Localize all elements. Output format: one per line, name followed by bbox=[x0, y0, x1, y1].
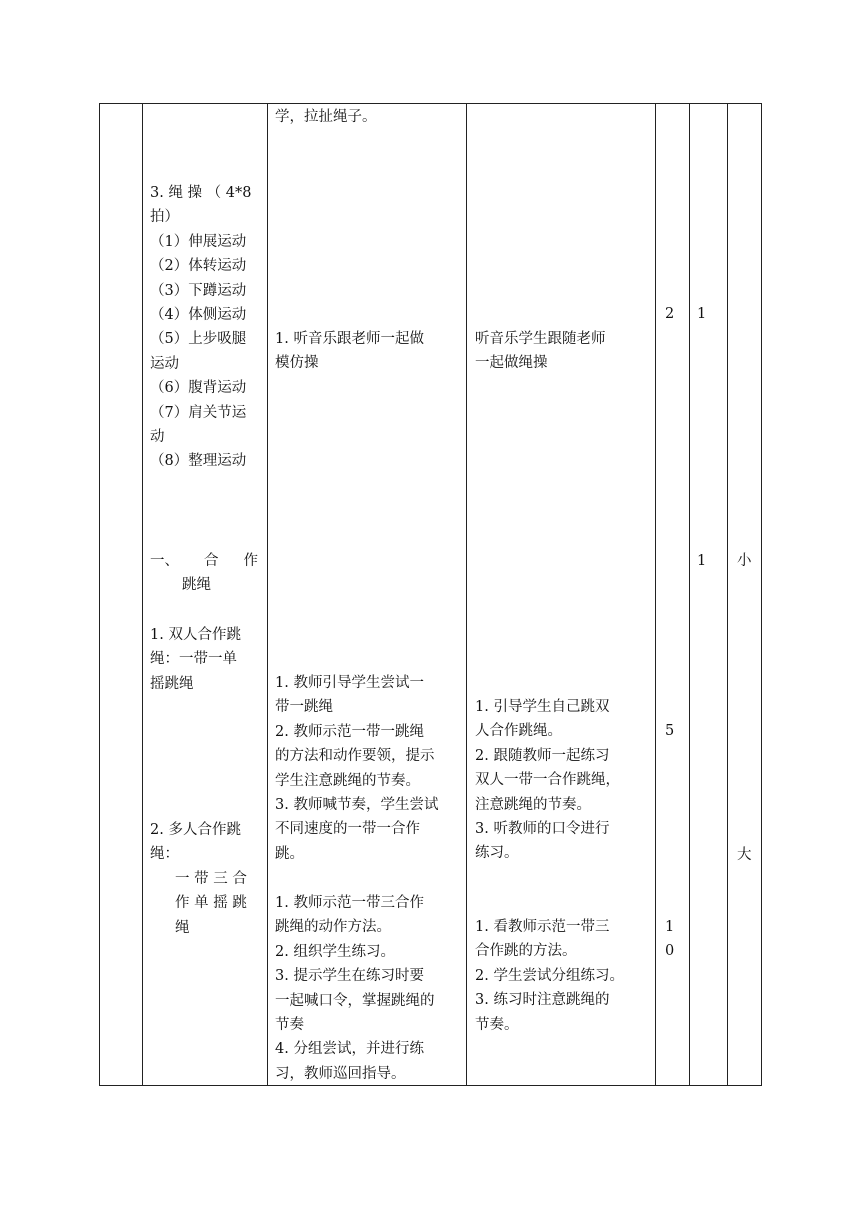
teacher-multi-activity: 1. 教师示范一带三合作 跳绳的动作方法。 2. 组织学生练习。 3. 提示学生在练习时要 一起喊口令，掌握跳绳的 节奏 4. 分组尝试，并进行练 习，教师巡回指导。 bbox=[275, 895, 435, 1082]
list-item: （6）腹背运动 bbox=[150, 380, 247, 397]
list-item: （1）伸展运动 bbox=[150, 233, 247, 250]
teacher-cooperative-activity: 1. 教师引导学生尝试一 带一跳绳 2. 教师示范一带一跳绳 的方法和动作要领，提示 学生注意跳绳的节奏。 3. 教师喊节奏，学生尝试 不同速度的一带一合作 跳。 bbox=[275, 675, 439, 862]
rope-exercise-list bbox=[150, 181, 261, 474]
intensity-small: 小 bbox=[737, 553, 752, 569]
count-rope: 1 bbox=[697, 306, 707, 322]
count-cooperative: 1 bbox=[697, 553, 707, 569]
time-cooperative: 5 bbox=[665, 723, 675, 739]
teacher-top-line: 学，拉扯绳子。 bbox=[275, 109, 377, 125]
list-item: （3）下蹲运动 bbox=[150, 282, 247, 299]
section-title: 一、 合 作 跳绳 bbox=[150, 553, 258, 594]
student-multi-activity: 1. 看教师示范一带三 合作跳的方法。 2. 学生尝试分组练习。 3. 练习时注意跳绳的 节奏。 bbox=[475, 919, 624, 1033]
item-multi-rope-sub: 一 带 三 合 作 单 摇 跳 绳 bbox=[175, 871, 247, 936]
table-border-top bbox=[99, 103, 762, 104]
column-divider bbox=[655, 103, 656, 1086]
time-rope: 2 bbox=[665, 306, 675, 322]
list-item: 运动 bbox=[150, 355, 179, 372]
column-divider bbox=[267, 103, 268, 1086]
column-divider bbox=[142, 103, 143, 1086]
column-divider bbox=[689, 103, 690, 1086]
item-double-rope: 1. 双人合作跳 绳：一带一单 摇跳绳 bbox=[150, 627, 241, 692]
time-multi: 1 0 bbox=[665, 919, 675, 960]
list-item: 拍） bbox=[150, 209, 179, 226]
item-multi-rope: 2. 多人合作跳 绳： bbox=[150, 822, 241, 863]
list-item: （4）体侧运动 bbox=[150, 307, 247, 324]
table-border-right bbox=[761, 103, 762, 1086]
list-item: （2）体转运动 bbox=[150, 258, 247, 275]
teacher-rope-activity: 1. 听音乐跟老师一起做 模仿操 bbox=[275, 331, 424, 372]
list-item: （5）上步吸腿 bbox=[150, 331, 247, 348]
table-border-left bbox=[99, 103, 100, 1086]
column-divider bbox=[727, 103, 728, 1086]
intensity-large: 大 bbox=[737, 847, 752, 863]
list-item: （7）肩关节运 bbox=[150, 404, 247, 421]
list-item: 动 bbox=[150, 429, 165, 446]
list-item: （8）整理运动 bbox=[150, 453, 247, 470]
column-divider bbox=[466, 103, 467, 1086]
student-cooperative-activity: 1. 引导学生自己跳双 人合作跳绳。 2. 跟随教师一起练习 双人一带一合作跳绳， 注意跳绳的节奏。 3. 听教师的口令进行 练习。 bbox=[475, 699, 620, 862]
student-rope-activity: 听音乐学生跟随老师 一起做绳操 bbox=[475, 331, 606, 372]
list-item: 3. 绳 操 （ 4*8 bbox=[150, 185, 252, 201]
